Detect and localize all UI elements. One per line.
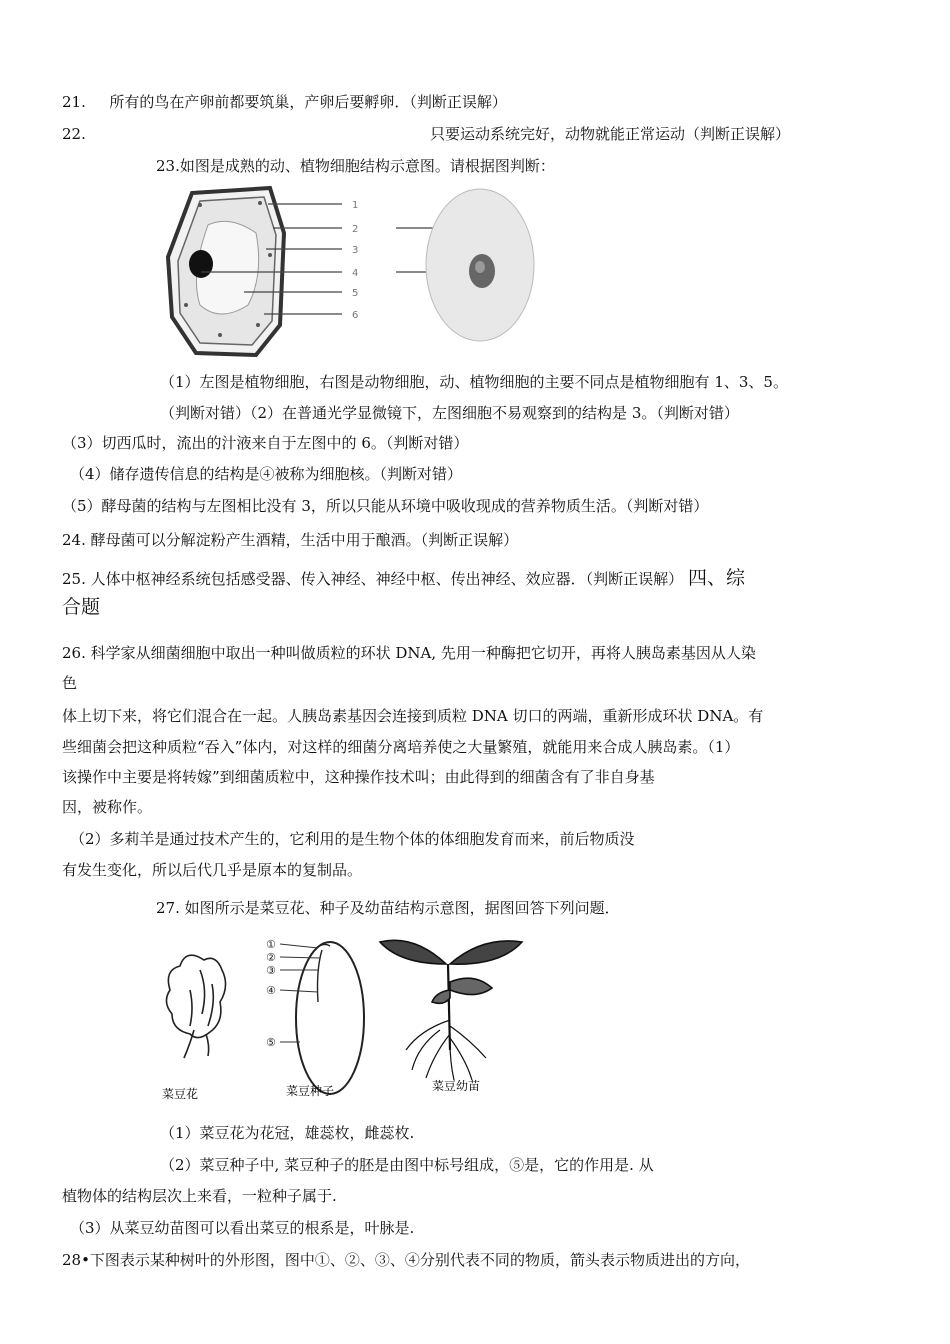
q26-line6: 因，被称作。 — [62, 798, 153, 816]
bean-seedling-figure — [380, 940, 522, 1080]
q24-number: 24. — [62, 531, 86, 549]
cell-label-1: 1 — [352, 200, 359, 211]
caption-bean-flower: 菜豆花 — [162, 1087, 199, 1101]
q23-part1b: （判断对错）（2）在普通光学显微镜下，左图细胞不易观察到的结构是 3。（判断对错） — [160, 404, 739, 422]
q26-line7: （2）多莉羊是通过技术产生的，它利用的是生物个体的体细胞发育而来，前后物质没 — [70, 830, 635, 848]
cell-label-6: 6 — [352, 310, 359, 321]
q28-text: 28•下图表示某种树叶的外形图，图中①、②、③、④分别代表不同的物质，箭头表示物质进出的方向， — [62, 1251, 750, 1269]
section-heading-part1: 四、综 — [687, 567, 745, 589]
cell-diagram — [160, 185, 540, 360]
q26-line3: 体上切下来，将它们混合在一起。人胰岛素基因会连接到质粒 DNA 切口的两端，重新形成环状 DNA。有 — [62, 707, 764, 725]
bean-figures — [150, 930, 540, 1110]
q23-part3: （3）切西瓜时，流出的汁液来自于左图中的 6。（判断对错） — [62, 434, 469, 452]
q26-line5: 该操作中主要是将转嫁”到细菌质粒中，这种操作技术叫；由此得到的细菌含有了非自身基 — [62, 768, 655, 786]
q26-line1 — [62, 643, 756, 663]
q25-text: 人体中枢神经系统包括感受器、传入神经、神经中枢、传出神经、效应器．（判断正误解） — [90, 570, 684, 588]
q24-text: 酵母菌可以分解淀粉产生酒精，生活中用于酿酒。（判断正误解） — [90, 531, 519, 549]
q26-line2: 色 — [62, 674, 78, 692]
q22-text: 只要运动系统完好，动物就能正常运动（判断正误解） — [430, 125, 791, 143]
q25 — [62, 568, 745, 589]
q22-number: 22. — [62, 125, 86, 143]
q26-text1: 科学家从细菌细胞中取出一种叫做质粒的环状 DNA, 先用一种酶把它切开，再将人胰岛素基因从人染 — [90, 644, 756, 662]
q27-part2a: （2）菜豆种子中, 菜豆种子的胚是由图中标号组成，⑤是，它的作用是. 从 — [160, 1156, 654, 1174]
q23-part5: （5）酵母菌的结构与左图相比没有 3，所以只能从环境中吸收现成的营养物质生活。（判断对错） — [62, 497, 709, 515]
caption-bean-seedling: 菜豆幼苗 — [432, 1079, 481, 1093]
q23-part4: （4）储存遗传信息的结构是④被称为细胞核。（判断对错） — [70, 465, 463, 483]
q25-number: 25. — [62, 570, 86, 588]
q26-number: 26. — [62, 644, 86, 662]
section-heading-part2: 合题 — [62, 596, 101, 618]
q26-line8: 有发生变化，所以后代几乎是原本的复制品。 — [62, 861, 363, 879]
q27-part1: （1）菜豆花为花冠，雄蕊枚，雌蕊枚. — [160, 1124, 415, 1142]
q23-title: 23.如图是成熟的动、植物细胞结构示意图。请根据图判断： — [156, 157, 555, 175]
cell-label-3: 3 — [352, 245, 359, 256]
q21 — [62, 92, 507, 112]
cell-label-4: 4 — [352, 268, 359, 279]
cell-label-5: 5 — [352, 288, 359, 299]
animal-cell-figure — [426, 189, 534, 341]
seed-label-1: ① — [266, 938, 276, 951]
q27-part2b: 植物体的结构层次上来看，一粒种子属于. — [62, 1187, 337, 1205]
cell-label-2: 2 — [352, 224, 359, 235]
caption-bean-seed: 菜豆种子 — [286, 1084, 335, 1098]
seed-label-4: ④ — [266, 984, 276, 997]
bean-seed-figure — [266, 938, 364, 1094]
seed-label-5: ⑤ — [266, 1036, 276, 1049]
bean-flower-figure — [166, 955, 225, 1058]
q21-text: 所有的鸟在产卵前都要筑巢，产卵后要孵卵．（判断正误解） — [109, 93, 507, 111]
q27-title: 27. 如图所示是菜豆花、种子及幼苗结构示意图，据图回答下列问题． — [156, 899, 620, 917]
q27-part3: （3）从菜豆幼苗图可以看出菜豆的根系是，叶脉是. — [70, 1219, 415, 1237]
q21-number: 21. — [62, 93, 86, 111]
q23-part1a: （1）左图是植物细胞，右图是动物细胞，动、植物细胞的主要不同点是植物细胞有 1、3、5。 — [160, 373, 788, 391]
seed-label-3: ③ — [266, 964, 276, 977]
q24 — [62, 530, 518, 550]
seed-label-2: ② — [266, 951, 276, 964]
q26-line4: 些细菌会把这种质粒“吞入”体内，对这样的细菌分离培养使之大量繁殖，就能用来合成人胰岛素。（1） — [62, 738, 740, 756]
